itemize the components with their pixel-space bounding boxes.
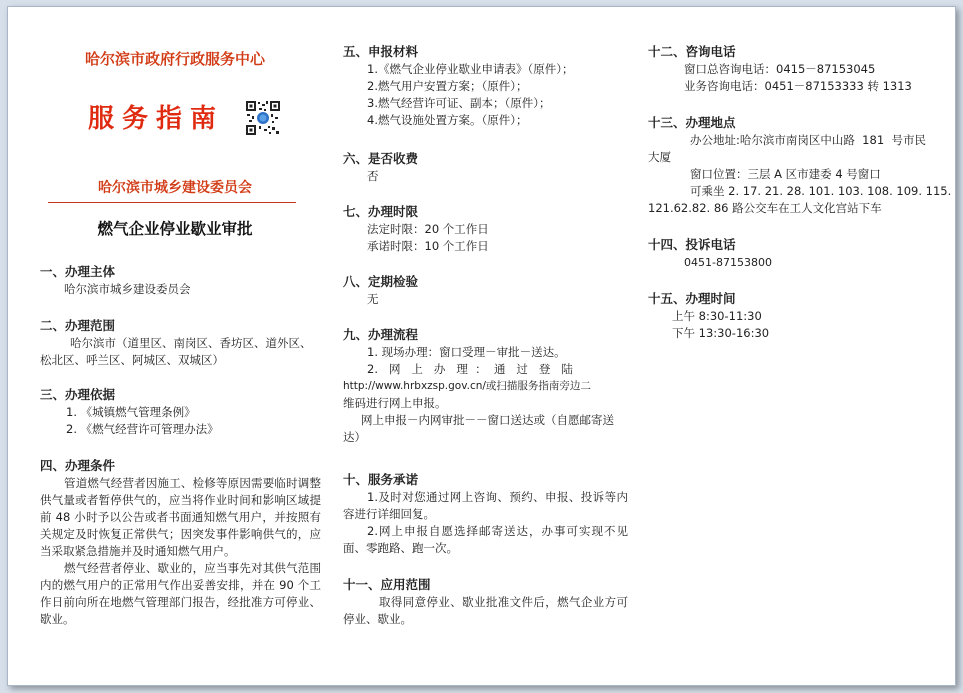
section-heading: 五、申报材料 bbox=[343, 44, 419, 59]
list-item: 1. 《城镇燃气管理条例》 bbox=[66, 405, 196, 419]
section-text: 窗口总咨询电话：0415－87153045 bbox=[684, 62, 876, 76]
section-text: 121.62.82. 86 路公交车在工人文化宫站下车 bbox=[648, 201, 882, 215]
list-item: 承诺时限：10 个工作日 bbox=[367, 239, 489, 253]
section-14 bbox=[648, 236, 938, 271]
list-item: http://www.hrbxzsp.gov.cn/或扫描服务指南旁边二 bbox=[343, 380, 591, 392]
section-text: 哈尔滨市（道里区、南岗区、香坊区、道外区、 bbox=[70, 336, 312, 350]
column-left bbox=[40, 7, 320, 685]
section-2 bbox=[40, 317, 320, 369]
section-11 bbox=[343, 576, 628, 628]
section-heading: 十、服务承诺 bbox=[343, 472, 419, 487]
section-9 bbox=[343, 326, 628, 446]
list-item: 法定时限：20 个工作日 bbox=[367, 222, 489, 236]
section-text: 松北区、呼兰区、阿城区、双城区） bbox=[40, 353, 224, 367]
list-item: 达） bbox=[343, 430, 366, 444]
list-item: 2.燃气用户安置方案；（原件）； bbox=[367, 79, 528, 93]
list-item: 维码进行网上申报。 bbox=[343, 396, 447, 410]
section-text: 大厦 bbox=[648, 150, 671, 164]
section-heading: 八、定期检验 bbox=[343, 274, 419, 289]
column-middle bbox=[343, 7, 628, 685]
section-heading: 九、办理流程 bbox=[343, 327, 419, 342]
section-text: 无 bbox=[367, 292, 379, 306]
section-1 bbox=[40, 263, 310, 298]
section-3 bbox=[40, 386, 320, 438]
section-13 bbox=[648, 114, 952, 217]
section-heading: 四、办理条件 bbox=[40, 458, 116, 473]
section-12 bbox=[648, 43, 938, 95]
section-text: 0451-87153800 bbox=[684, 256, 772, 269]
section-heading: 二、办理范围 bbox=[40, 318, 116, 333]
section-heading: 十三、办理地点 bbox=[648, 115, 736, 130]
document-page bbox=[7, 6, 956, 686]
section-10 bbox=[343, 471, 628, 557]
list-item: 3.燃气经营许可证、副本；（原件）； bbox=[367, 96, 551, 110]
section-text: 上午 8:30-11:30 bbox=[672, 309, 762, 323]
list-item: 4.燃气设施处置方案。（原件）； bbox=[367, 113, 528, 127]
section-heading: 十四、投诉电话 bbox=[648, 237, 736, 252]
section-paragraph: 2.网上申报自愿选择邮寄送达，办事可实现不见面、零跑路、跑一次。 bbox=[343, 524, 628, 555]
column-right bbox=[648, 7, 952, 685]
section-text: 窗口位置：三层 A 区市建委 4 号窗口 bbox=[690, 167, 881, 181]
list-item: 1.《燃气企业停业歇业申请表》（原件）； bbox=[367, 62, 574, 76]
document-title: 燃气企业停业歇业审批 bbox=[97, 220, 253, 238]
section-heading: 十一、应用范围 bbox=[343, 577, 431, 592]
section-6 bbox=[343, 150, 628, 185]
section-4 bbox=[40, 457, 321, 628]
section-5 bbox=[343, 43, 628, 129]
section-paragraph: 管道燃气经营者因施工、检修等原因需要临时调整供气量或者暂停供气的，应当将作业时间和影响区域提前 48 小时予以公告或者书面通知燃气用户，并按照有关规定及时恢复正常供气；因突发事件影响供气的，应当采取紧急措施并及时通知燃气用户。 bbox=[40, 476, 321, 558]
section-heading: 六、是否收费 bbox=[343, 151, 419, 166]
section-text: 可乘坐 2. 17. 21. 28. 101. 103. 108. 109. 115. bbox=[690, 184, 952, 198]
section-heading: 一、办理主体 bbox=[40, 264, 116, 279]
section-text: 哈尔滨市城乡建设委员会 bbox=[64, 282, 191, 296]
org-title: 哈尔滨市政府行政服务中心 bbox=[84, 50, 265, 68]
section-paragraph: 1.及时对您通过网上咨询、预约、申报、投诉等内容进行详细回复。 bbox=[343, 490, 628, 521]
section-paragraph: 燃气经营者停业、歇业的，应当事先对其供气范围内的燃气用户的正常用气作出妥善安排，并在 90 个工作日前向所在地燃气管理部门报告，经批准方可停业、歇业。 bbox=[40, 561, 321, 626]
guide-title: 服务指南 bbox=[88, 104, 225, 134]
section-heading: 十五、办理时间 bbox=[648, 291, 736, 306]
section-heading: 三、办理依据 bbox=[40, 387, 116, 402]
list-item: 网上申报－内网审批－－窗口送达或（自愿邮寄送 bbox=[361, 413, 614, 427]
section-text: 否 bbox=[367, 169, 379, 183]
list-item: 2. 网 上 办 理 ： 通 过 登 陆 bbox=[367, 362, 573, 376]
qr-code-icon bbox=[245, 100, 281, 136]
section-7 bbox=[343, 203, 628, 255]
department-title: 哈尔滨市城乡建设委员会 bbox=[98, 180, 252, 196]
section-text: 业务咨询电话：0451－87153333 转 1313 bbox=[684, 79, 912, 93]
section-text: 办公地址:哈尔滨市南岗区中山路 181 号市民 bbox=[690, 133, 926, 147]
section-heading: 十二、咨询电话 bbox=[648, 44, 736, 59]
section-15 bbox=[648, 290, 938, 342]
list-item: 1. 现场办理：窗口受理－审批－送达。 bbox=[367, 345, 566, 359]
list-item: 2. 《燃气经营许可管理办法》 bbox=[66, 422, 219, 436]
section-heading: 七、办理时限 bbox=[343, 204, 419, 219]
section-text: 下午 13:30-16:30 bbox=[672, 326, 770, 340]
title-divider bbox=[48, 202, 296, 203]
section-paragraph: 取得同意停业、歇业批准文件后，燃气企业方可停业、歇业。 bbox=[343, 595, 628, 626]
section-8 bbox=[343, 273, 628, 308]
